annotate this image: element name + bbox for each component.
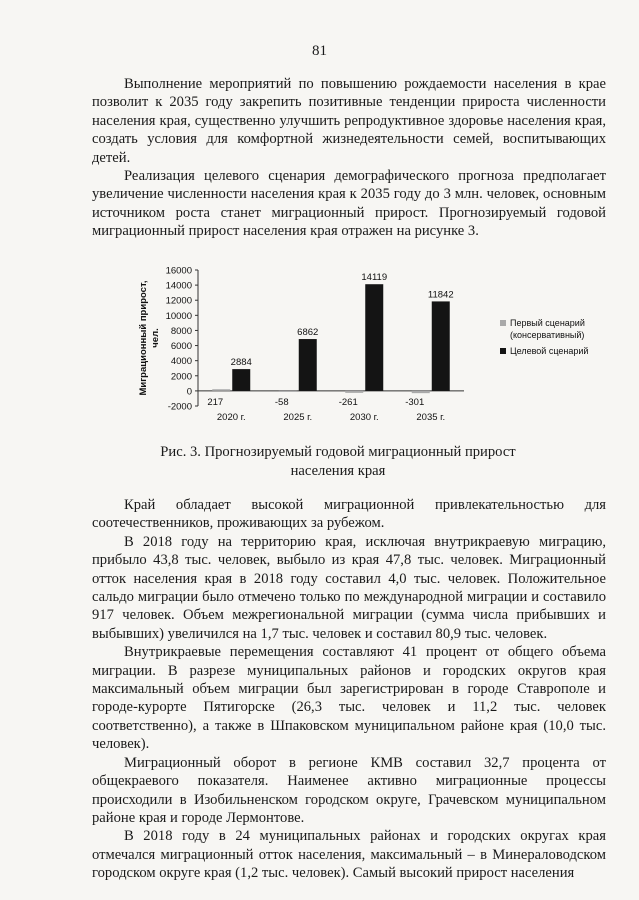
data-label: 217 <box>207 396 224 408</box>
data-label: 2884 <box>230 357 252 369</box>
legend-swatch-target <box>500 348 506 354</box>
data-label: 14119 <box>361 272 388 284</box>
y-tick-label: -2000 <box>167 401 192 413</box>
bar-conservative <box>212 389 230 391</box>
legend-label-conservative-1: Первый сценарий <box>510 318 585 328</box>
paragraph: В 2018 году в 24 муниципальных районах и городских округах края отмечался миграционный отток населения, максимальный – в Минераловодском городском округе края (1,2 тыс. человек). Самый высокий прирост населения <box>92 828 606 882</box>
caption-line-2: населения края <box>290 463 386 479</box>
y-axis-title-part: чел. <box>150 328 161 348</box>
bar-conservative <box>412 391 430 393</box>
y-axis-title-part: Миграционный прирост, <box>138 280 149 396</box>
y-tick-label: 2000 <box>170 371 192 383</box>
y-tick-label: 4000 <box>170 356 192 368</box>
legend-swatch-conservative <box>500 320 506 326</box>
page-number: 81 <box>312 43 327 59</box>
paragraph: Внутрикраевые перемещения составляют 41 процент от общего объема миграции. В разрезе муниципальных районов и городских округов края максимальный объем миграции был зарегистрирован в городе Ставрополе и городе-курорте Пятигорске (26,3 тыс. человек и 11,2 тыс. человек соответственно), а также в Шпаковском муниципальном районе края (10,0 тыс. человек). <box>92 644 606 753</box>
data-label: -261 <box>338 396 358 408</box>
bar-target <box>432 301 450 390</box>
caption-line-1: Рис. 3. Прогнозируемый годовой миграционный прирост <box>160 444 516 460</box>
y-tick-label: 10000 <box>165 310 192 322</box>
x-tick-label: 2020 г. <box>216 412 246 423</box>
data-label: 6862 <box>297 327 319 339</box>
bar-target <box>365 284 383 391</box>
bar-conservative <box>345 391 363 393</box>
y-tick-label: 0 <box>186 386 192 398</box>
bar-target <box>232 369 250 391</box>
y-tick-label: 6000 <box>170 341 192 353</box>
paragraph: Миграционный оборот в регионе КМВ составил 32,7 процента от общекраевого показателя. Наименее активно миграционные процессы происходили в Изобильненском городском округе, Грачевском муниципальном районе края и городе Лермонтове. <box>92 754 606 826</box>
y-axis-title <box>138 280 161 395</box>
data-label: -58 <box>274 396 289 408</box>
data-label: -301 <box>405 396 425 408</box>
chart-svg <box>108 262 628 432</box>
migration-chart <box>108 262 628 432</box>
paragraph: Реализация целевого сценария демографического прогноза предполагает увеличение численности населения края к 2035 году до 3 млн. человек, основным источником роста станет миграционный прирост. Прогнозируемый годовой миграционный прирост населения края отражен на рисунке 3. <box>92 168 606 240</box>
y-tick-label: 14000 <box>165 280 192 292</box>
x-tick-label: 2030 г. <box>349 412 379 423</box>
paragraph: В 2018 году на территорию края, исключая внутрикраевую миграцию, прибыло 43,8 тыс. человек, выбыло из края 47,8 тыс. человек. Миграционный отток населения края в 2018 году составил 4,0 тыс. человек. Положительное сальдо миграции было отмечено только по международной миграции и составило 917 человек. Объем межрегиональной миграции (сумма числа прибывших и выбывших) увеличился на 1,7 тыс. человек и составил 80,9 тыс. человек. <box>92 533 606 642</box>
x-tick-label: 2025 г. <box>283 412 313 423</box>
y-tick-label: 16000 <box>165 265 192 277</box>
legend-label-target: Целевой сценарий <box>510 346 589 356</box>
body-text-top <box>92 75 606 241</box>
body-text-bottom <box>92 496 606 883</box>
legend-label-conservative-2: (консервативный) <box>510 330 585 340</box>
y-tick-label: 8000 <box>170 325 192 337</box>
paragraph: Край обладает высокой миграционной привлекательностью для соотечественников, проживающих за рубежом. <box>92 497 606 532</box>
y-tick-label: 12000 <box>165 295 192 307</box>
figure-caption <box>120 443 556 481</box>
paragraph: Выполнение мероприятий по повышению рождаемости населения в крае позволит к 2035 году закрепить позитивные тенденции прироста численности населения края, существенно улучшить репродуктивное здоровье населения края, создать условия для комфортной жизнедеятельности семей, воспитывающих детей. <box>92 76 606 166</box>
bar-conservative <box>279 391 297 392</box>
x-tick-label: 2035 г. <box>416 412 446 423</box>
bar-target <box>299 339 317 391</box>
data-label: 11842 <box>427 289 454 301</box>
